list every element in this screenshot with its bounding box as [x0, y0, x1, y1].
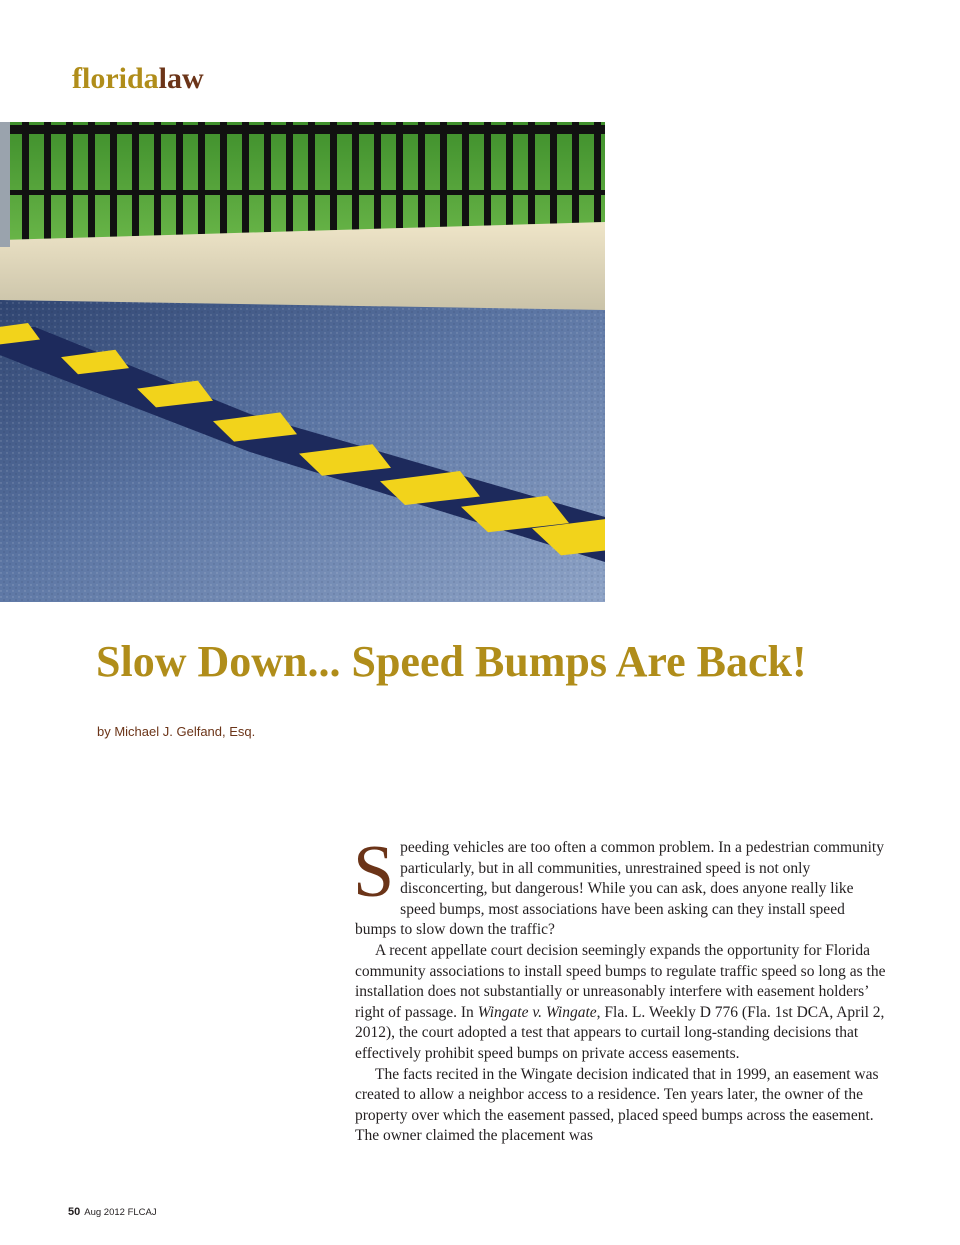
- paragraph-2-text-b: , Fla. L. Weekly D 776 (Fla. 1st DCA, April 2, 2012), the court adopted a test that appears to curtail long-standing decisions that effectively prohibit speed bumps on private access easements.: [355, 1003, 885, 1062]
- speed-bump-photo: [0, 122, 605, 602]
- fence-bar: [440, 122, 447, 227]
- article-body: [353, 831, 890, 1147]
- fence-bar: [330, 122, 337, 230]
- fence-bar: [374, 122, 381, 229]
- article-paragraph-1: [353, 831, 890, 941]
- article-byline: by Michael J. Gelfand, Esq.: [97, 724, 256, 739]
- fence-bar: [132, 122, 139, 236]
- page-footer: [68, 1206, 157, 1218]
- article-paragraph-2: [355, 941, 890, 1065]
- fence-bar: [220, 122, 227, 233]
- page-number: 50: [68, 1206, 81, 1218]
- fence-bar: [66, 122, 73, 238]
- article-paragraph-3: The facts recited in the Wingate decision indicated that in 1999, an easement was created to allow a neighbor access to a residence. Ten years later, the owner of the property over which the easement passed, placed speed bumps across the easement. The owner claimed the placement was: [355, 1065, 879, 1145]
- fence-bar: [550, 122, 557, 224]
- fence-bar: [176, 122, 183, 235]
- fence-bar: [506, 122, 513, 225]
- fence-bar: [154, 122, 161, 235]
- drop-cap: S: [353, 831, 395, 913]
- fence-bar: [594, 122, 601, 222]
- fence-bar: [396, 122, 403, 228]
- fence-bar: [22, 122, 29, 239]
- fence-bar: [110, 122, 117, 237]
- fence-bar: [572, 122, 579, 223]
- fence-bar: [308, 122, 315, 231]
- article-headline: Slow Down... Speed Bumps Are Back!: [96, 637, 807, 686]
- section-brand: [72, 62, 204, 96]
- fence-bar: [242, 122, 249, 233]
- brand-part-law: law: [158, 62, 204, 95]
- paragraph-1-text: peeding vehicles are too often a common problem. In a pedestrian community particularly, but in all communities, unrestrained speed is not only disconcerting, but dangerous! While you can ask, does anyone really like speed bumps, most associations have been asking can they install speed bumps to slow down the traffic?: [355, 839, 884, 939]
- fence-bar: [264, 122, 271, 232]
- brand-part-florida: florida: [72, 62, 159, 95]
- fence-bar: [484, 122, 491, 225]
- fence-bar: [528, 122, 535, 224]
- fence-bar: [88, 122, 95, 237]
- fence-bar: [352, 122, 359, 229]
- fence-bar: [418, 122, 425, 227]
- fence-bar: [462, 122, 469, 226]
- paragraph-2-text-a: A recent appellate court decision seemingly expands the opportunity for Florida community associations to install speed bumps to regulate traffic speed so long as the installation does not substantially or unreasonably interfere with easement holders’ right of passage. In: [355, 941, 886, 1021]
- fence-bar: [286, 122, 293, 231]
- fence-bar: [44, 122, 51, 239]
- issue-label: Aug 2012 FLCAJ: [84, 1207, 157, 1218]
- fence-bar: [198, 122, 205, 234]
- case-citation: Wingate v. Wingate: [477, 1003, 597, 1021]
